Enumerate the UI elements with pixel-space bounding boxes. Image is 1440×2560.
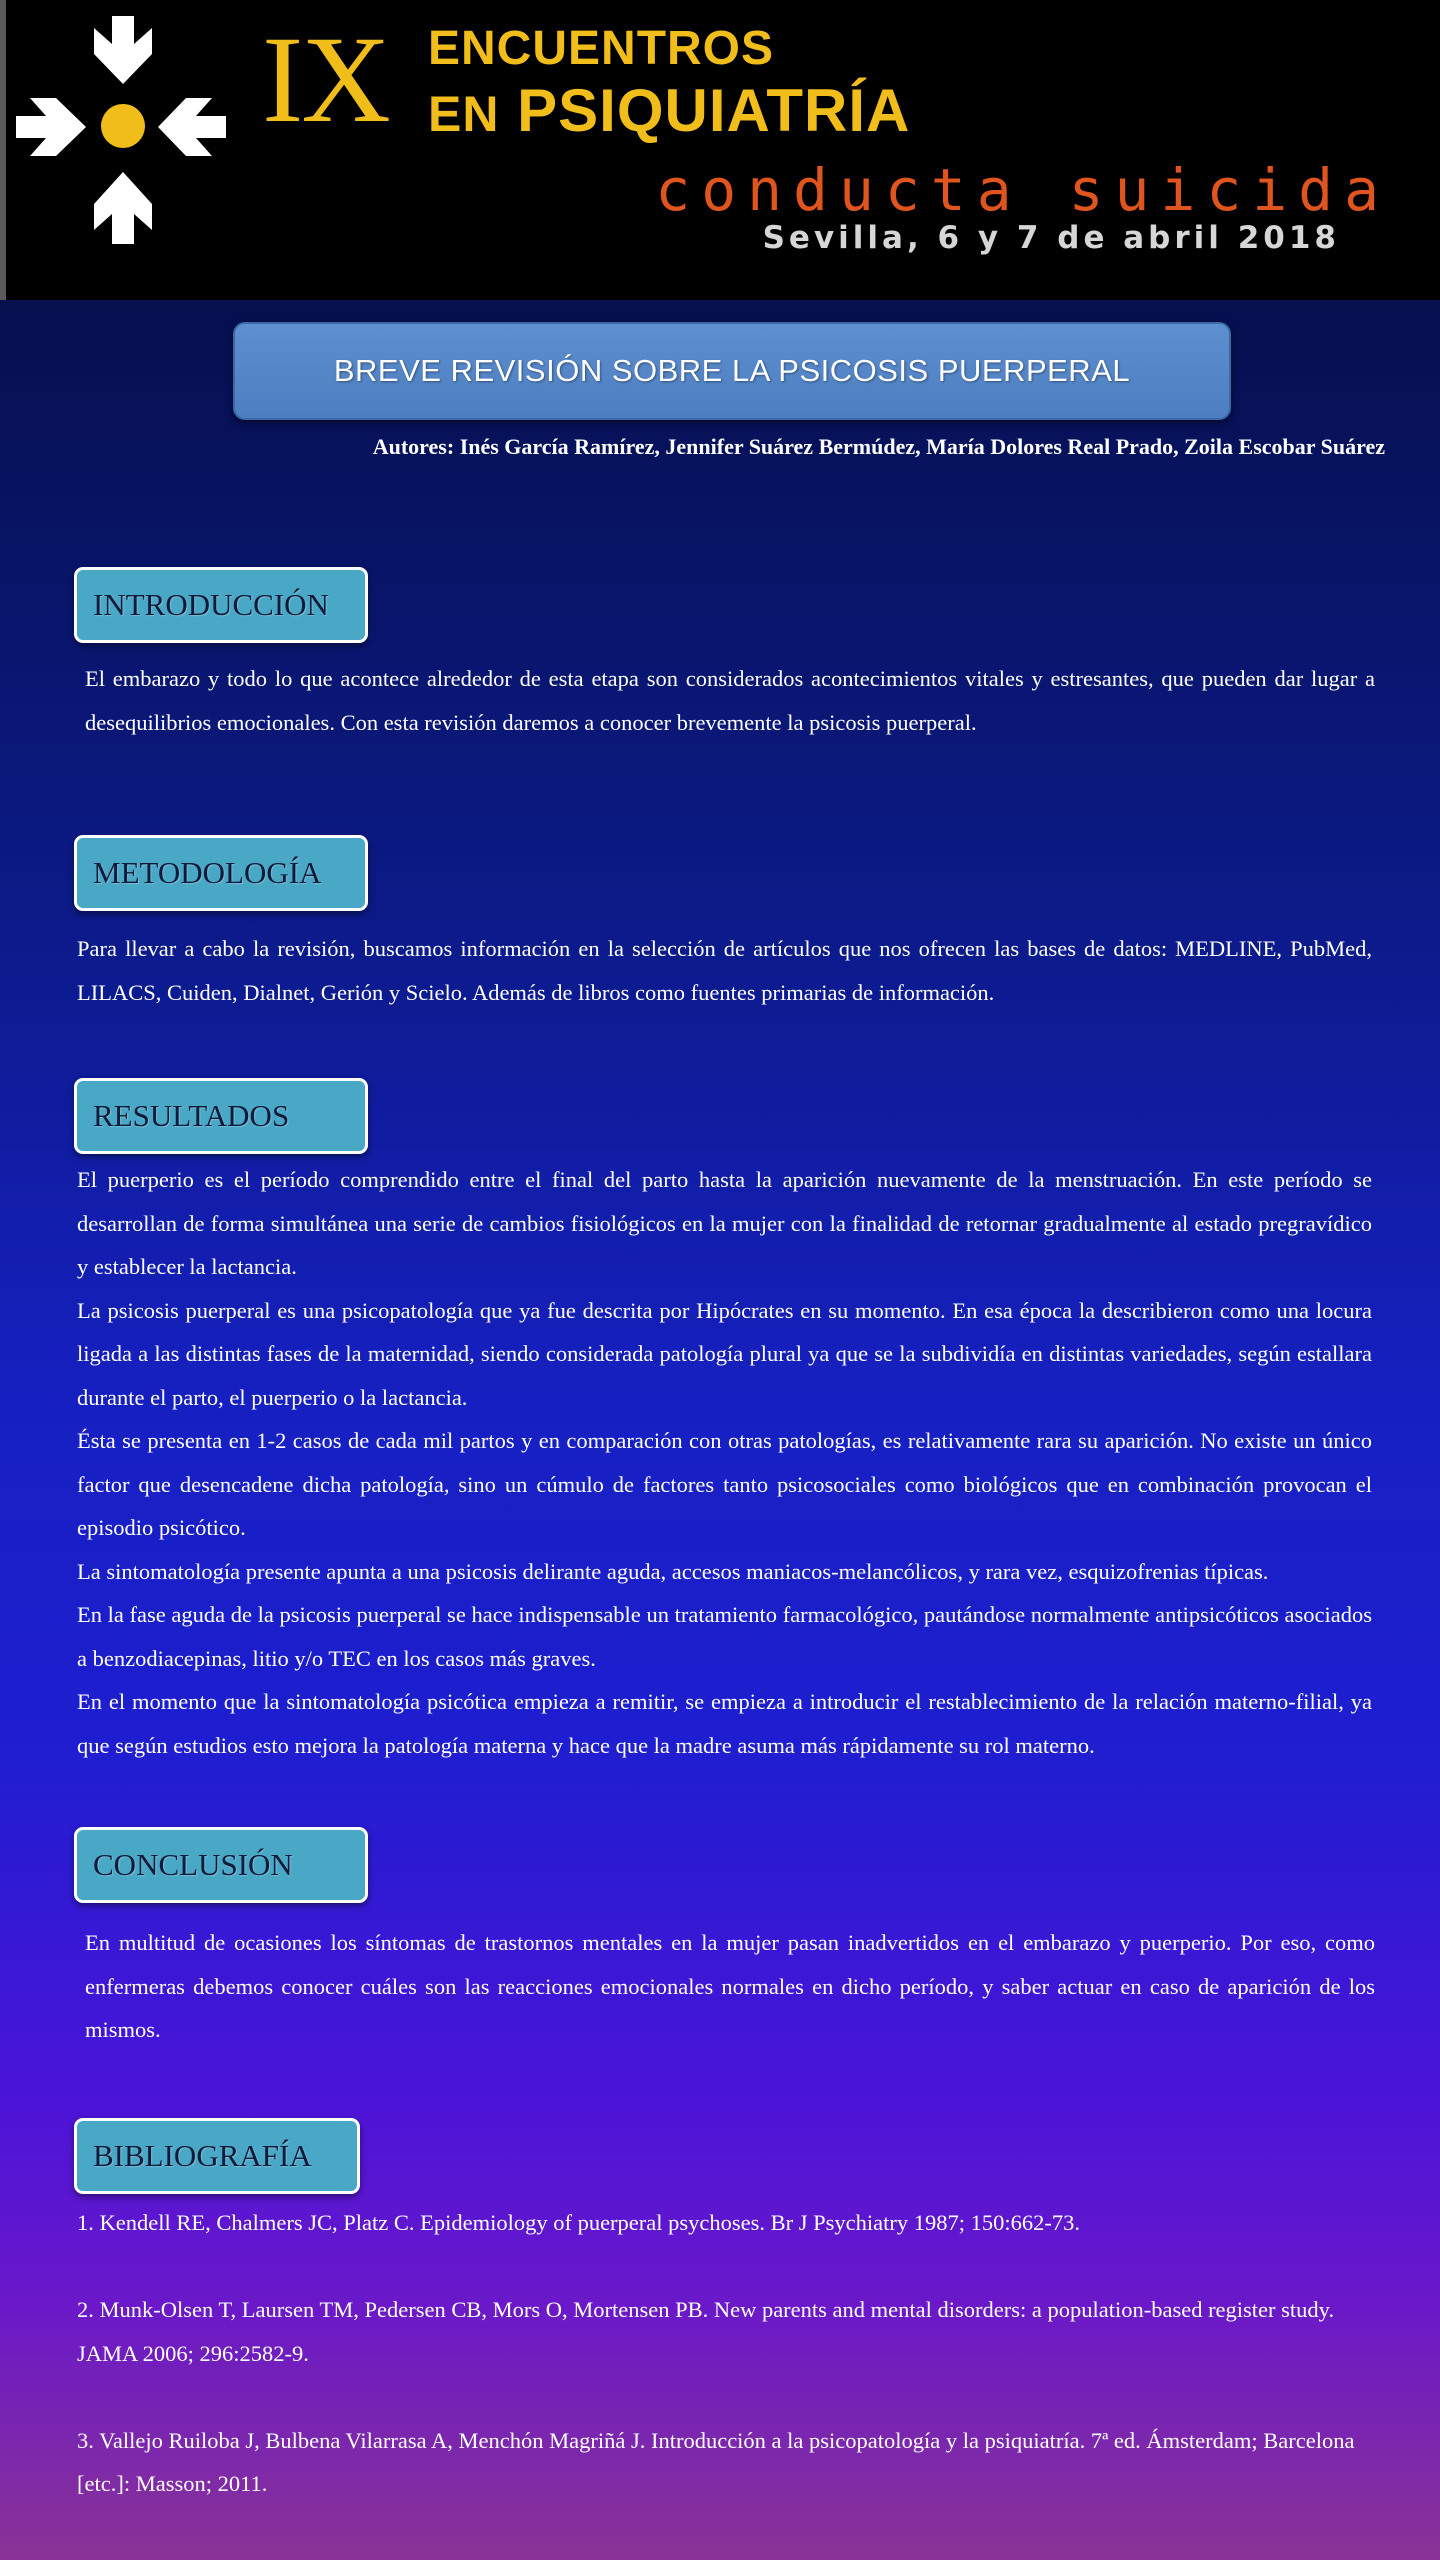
poster-title-box — [233, 322, 1231, 420]
paragraph: El embarazo y todo lo que acontece alrededor de esta etapa son considerados acontecimientos vitales y estresantes, que pueden dar lugar a desequilibrios emocionales. Con esta revisión daremos a conocer brevemente la psicosis puerperal. — [85, 666, 1375, 735]
section-heading-label: BIBLIOGRAFÍA — [93, 2138, 312, 2173]
banner-subtitle: conducta suicida — [655, 156, 1390, 224]
paragraph: Ésta se presenta en 1-2 casos de cada mil partos y en comparación con otras patologías, es relativamente rara su aparición. No existe un único factor que desencadene dicha patología, sino un cúmulo de factores tanto psicosociales como biológicos que en combinación provocan el episodio psicótico. — [77, 1428, 1372, 1540]
banner-date: Sevilla, 6 y 7 de abril 2018 — [762, 220, 1340, 256]
section-body-metodologia — [77, 927, 1372, 1014]
event-banner — [0, 0, 1440, 300]
paragraph: La sintomatología presente apunta a una psicosis delirante aguda, accesos maniacos-melancólicos, y rara vez, esquizofrenias típicas. — [77, 1558, 1269, 1584]
bibliography-item: 1. Kendell RE, Chalmers JC, Platz C. Epidemiology of puerperal psychoses. Br J Psychiatry 1987; 150:662-73. — [77, 2210, 1080, 2235]
bibliography-list — [77, 2201, 1377, 2549]
section-body-resultados — [77, 1158, 1372, 1767]
section-heading-conclusion — [74, 1827, 368, 1903]
banner-title-main: PSIQUIATRÍA — [517, 77, 911, 144]
section-heading-label: METODOLOGÍA — [93, 855, 322, 890]
banner-title-line1: ENCUENTROS — [428, 22, 775, 75]
section-heading-metodologia — [74, 835, 368, 911]
banner-title-line2 — [428, 78, 910, 147]
section-heading-bibliografia — [74, 2118, 360, 2194]
section-heading-resultados — [74, 1078, 368, 1154]
banner-title-prefix: EN — [428, 86, 500, 142]
bibliography-item: 2. Munk-Olsen T, Laursen TM, Pedersen CB, Mors O, Mortensen PB. New parents and mental disorders: a population-based register study. JAMA 2006; 296:2582-9. — [77, 2297, 1335, 2366]
paragraph: La psicosis puerperal es una psicopatología que ya fue descrita por Hipócrates en su momento. En esa época la describieron como una locura ligada a las distintas fases de la maternidad, siendo considerada patología plural ya que se la subdividía en distintas variedades, según estallara durante el parto, el puerperio o la lactancia. — [77, 1297, 1372, 1410]
authors-line: Autores: Inés García Ramírez, Jennifer Suárez Bermúdez, María Dolores Real Prado, Zoila Escobar Suárez — [372, 434, 1385, 459]
section-heading-label: CONCLUSIÓN — [93, 1847, 293, 1882]
convergence-arrows-logo-icon — [16, 16, 226, 246]
paragraph: En la fase aguda de la psicosis puerperal se hace indispensable un tratamiento farmacológico, pautándose normalmente antipsicóticos asociados a benzodiacepinas, litio y/o TEC en los casos más graves. — [77, 1602, 1372, 1671]
paragraph: En el momento que la sintomatología psicótica empieza a remitir, se empieza a introducir el restablecimiento de la relación materno-filial, ya que según estudios esto mejora la patología materna y hace que la madre asuma más rápidamente su rol materno. — [77, 1689, 1372, 1758]
paragraph: El puerperio es el período comprendido entre el final del parto hasta la aparición nuevamente de la menstruación. En este período se desarrollan de forma simultánea una serie de cambios fisiológicos en la mujer con la finalidad de retornar gradualmente al estado pregravídico y establecer la lactancia. — [77, 1167, 1372, 1279]
section-body-introduccion — [85, 657, 1375, 744]
section-heading-label: INTRODUCCIÓN — [93, 587, 329, 622]
bibliography-item: 3. Vallejo Ruiloba J, Bulbena Vilarrasa A, Menchón Magriñá J. Introducción a la psicopatología y la psiquiatría. 7ª ed. Ámsterdam; Barcelona [etc.]: Masson; 2011. — [77, 2427, 1355, 2496]
poster-title: BREVE REVISIÓN SOBRE LA PSICOSIS PUERPERAL — [333, 353, 1131, 388]
paragraph: Para llevar a cabo la revisión, buscamos información en la selección de artículos que nos ofrecen las bases de datos: MEDLINE, PubMed, LILACS, Cuiden, Dialnet, Gerión y Scielo. Además de libros como fuentes primarias de información. — [77, 936, 1372, 1005]
paragraph: En multitud de ocasiones los síntomas de trastornos mentales en la mujer pasan inadvertidos en el embarazo y puerperio. Por eso, como enfermeras debemos conocer cuáles son las reacciones emocionales normales en dicho período, y saber actuar en caso de aparición de los mismos. — [85, 1930, 1375, 2042]
section-heading-label: RESULTADOS — [93, 1098, 290, 1133]
section-body-conclusion — [85, 1921, 1375, 2052]
banner-edge-strip — [0, 0, 6, 300]
edition-number: IX — [262, 11, 389, 148]
section-heading-introduccion — [74, 567, 368, 643]
